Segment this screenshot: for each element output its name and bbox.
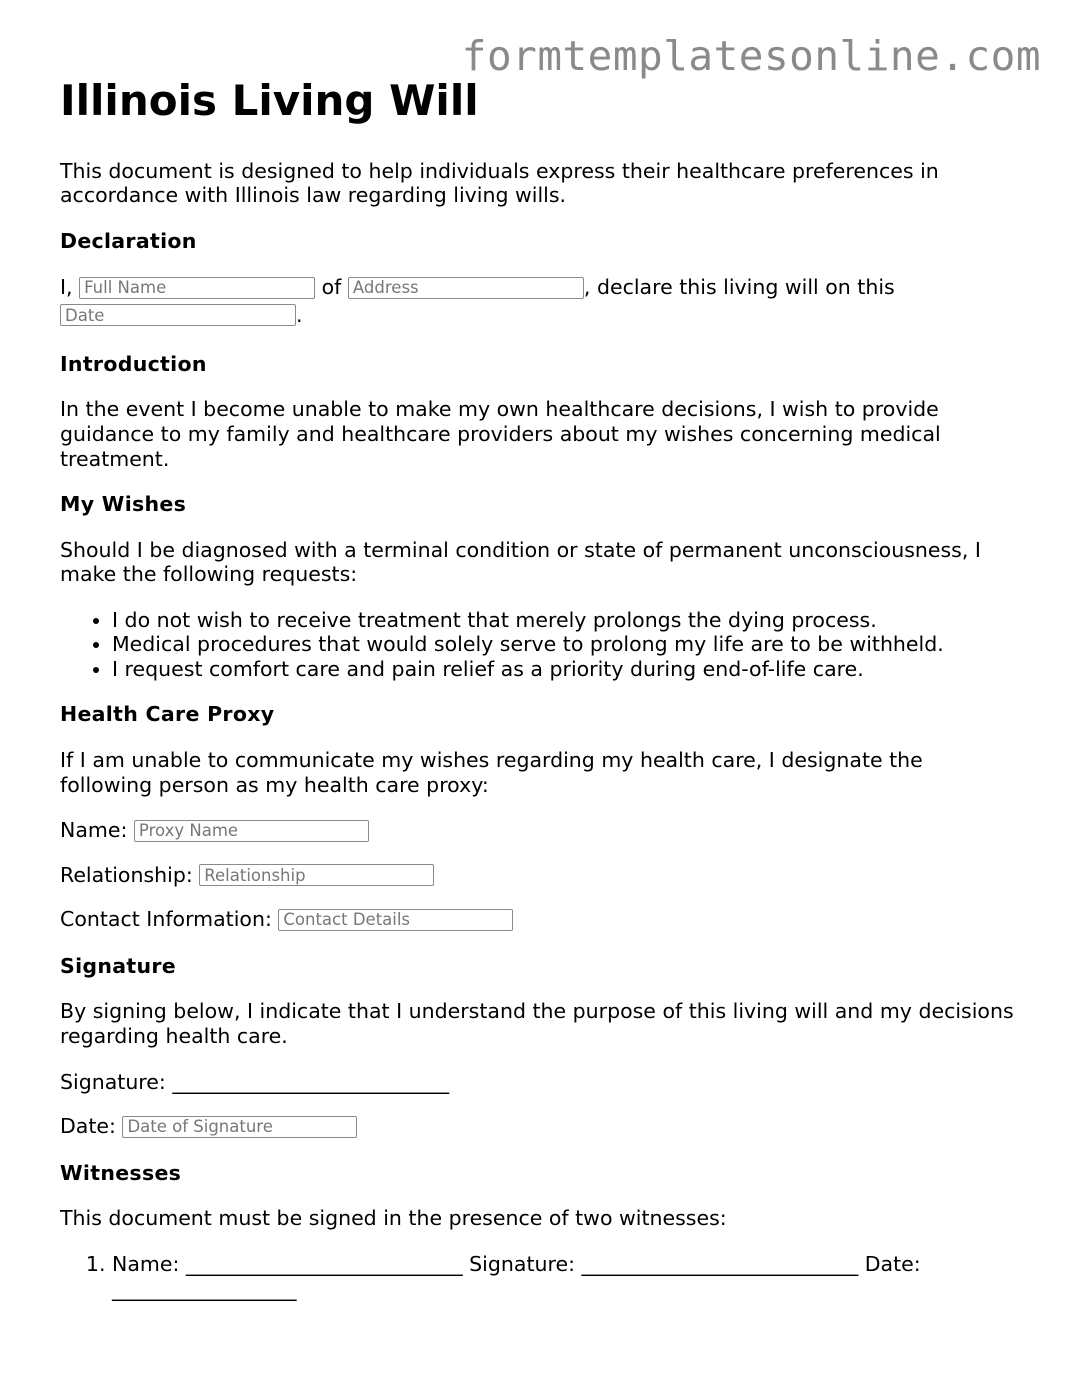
document-body [60, 74, 1020, 1301]
signature-line[interactable]: ___________________________ [172, 1069, 450, 1094]
declaration-heading: Declaration [60, 228, 197, 253]
witnesses-paragraph: This document must be signed in the presence of two witnesses: [60, 1206, 727, 1231]
proxy-heading: Health Care Proxy [60, 702, 275, 727]
wish-item: • Medical procedures that would solely serve to prolong my life are to be withheld. [112, 632, 1020, 657]
witnesses-list [60, 1252, 1020, 1301]
signature-row [60, 1070, 1020, 1095]
page-title: Illinois Living Will [60, 76, 479, 125]
introduction-heading: Introduction [60, 351, 207, 376]
proxy-name-label: Name: [60, 818, 128, 843]
signature-heading: Signature [60, 953, 177, 978]
wish-item: • I request comfort care and pain relief as a priority during end-of-life care. [112, 657, 1020, 682]
introduction-paragraph: In the event I become unable to make my own healthcare decisions, I wish to provide guidance to my family and healthcare providers about my wishes concerning medical treatment. [60, 397, 941, 471]
signature-label: Signature: [60, 1069, 166, 1094]
signature-paragraph: By signing below, I indicate that I understand the purpose of this living will and my decisions regarding health care. [60, 999, 1014, 1049]
declaration-of-text: of [321, 275, 342, 300]
address-field[interactable] [348, 277, 584, 299]
proxy-name-field[interactable] [134, 820, 369, 842]
wishes-paragraph: Should I be diagnosed with a terminal condition or state of permanent unconsciousness, I make the following requests: [60, 537, 981, 587]
proxy-relationship-row [60, 863, 1020, 888]
proxy-relationship-field[interactable] [199, 864, 434, 886]
declaration-declare-text: , declare this living will on this [583, 275, 895, 300]
declaration-date-field[interactable] [60, 304, 296, 326]
wish-item: • I do not wish to receive treatment that merely prolongs the dying process. [112, 608, 1020, 633]
declaration-statement [60, 274, 1020, 329]
witnesses-heading: Witnesses [60, 1160, 182, 1185]
wishes-list [60, 608, 1020, 682]
wishes-heading: My Wishes [60, 492, 187, 517]
proxy-relationship-label: Relationship: [60, 862, 193, 887]
proxy-contact-field[interactable] [278, 909, 513, 931]
proxy-contact-row [60, 907, 1020, 932]
intro-paragraph: This document is designed to help individuals express their healthcare preferences in accordance with Illinois law regarding living wills. [60, 158, 939, 208]
signature-date-label: Date: [60, 1114, 116, 1139]
proxy-contact-label: Contact Information: [60, 907, 272, 932]
declaration-prefix: I, [60, 275, 73, 300]
declaration-end-text: . [296, 302, 303, 327]
watermark: formtemplatesonline.com [461, 32, 1041, 80]
proxy-name-row [60, 818, 1020, 843]
witness-item[interactable]: 1. Name: ___________________________ Signature: ___________________________ Date: __________________ [112, 1252, 1020, 1301]
full-name-field[interactable] [79, 277, 315, 299]
proxy-paragraph: If I am unable to communicate my wishes regarding my health care, I designate the following person as my health care proxy: [60, 747, 923, 797]
signature-date-row [60, 1114, 1020, 1139]
signature-date-field[interactable] [122, 1116, 357, 1138]
